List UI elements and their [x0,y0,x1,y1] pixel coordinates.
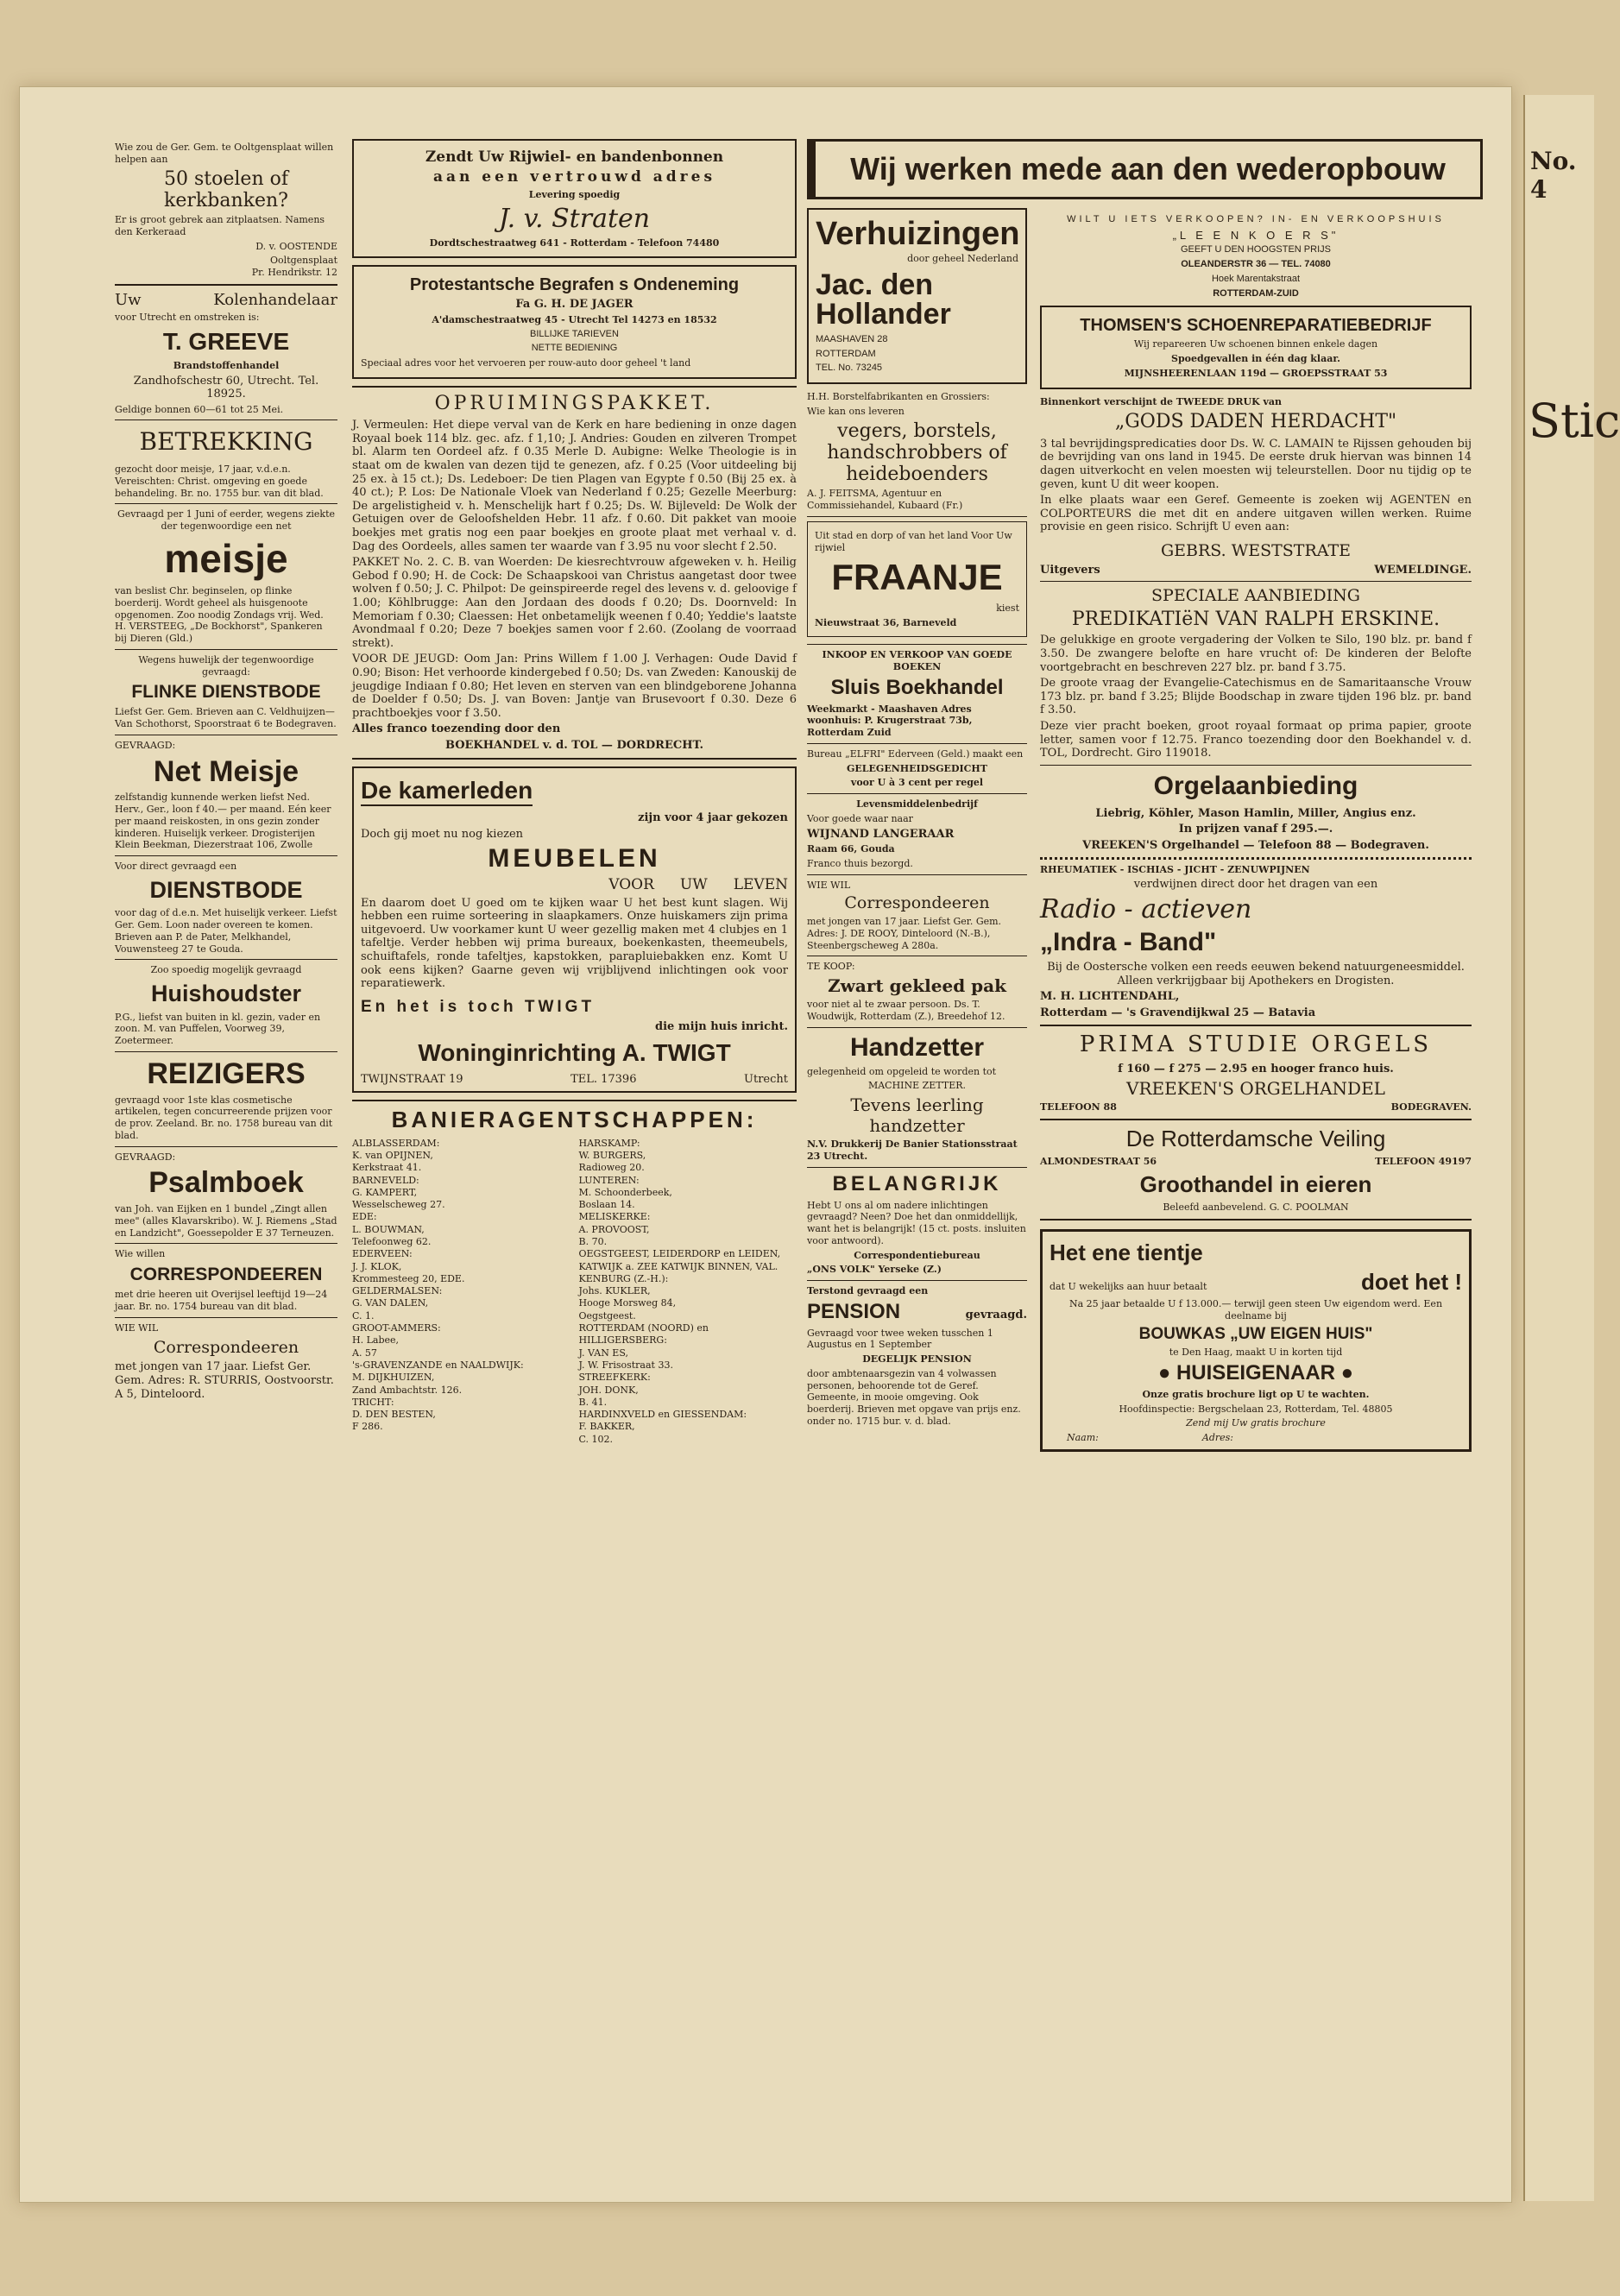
straten-line2: aan een vertrouwd adres [432,168,716,186]
kolen-header [115,291,337,310]
tientje-head: Het ene tientje [1050,1239,1203,1265]
orgel-brands: Liebrig, Köhler, Mason Hamlin, Miller, Angius enz. [1095,806,1416,820]
borstel-address: A. J. FEITSMA, Agentuur en Commissiehandel, Kubaard (Fr.) [807,488,963,512]
verhuizingen-door: door geheel Nederland [907,253,1018,264]
fraanje-ad [807,521,1027,637]
hollander-maashaven: MAASHAVEN 28 [816,333,888,344]
pension-head: PENSION [807,1299,901,1323]
uitgevers: Uitgevers [1040,563,1100,577]
huishoudster-body: P.G., liefst van buiten in kl. gezin, vader en zoon. M. van Puffelen, Voorweg 39, Zoetermeer. [115,1011,321,1047]
leenkoers-olean: OLEANDERSTR 36 — TEL. 74080 [1181,259,1331,270]
next-page-edge [1523,95,1620,2201]
handzetter-body: gelegenheid om opgeleid te worden tot [807,1065,997,1077]
kolen-handelaar: Kolenhandelaar [213,290,337,309]
newspaper-page [19,86,1512,2203]
dienstbode-body: voor dag of d.e.n. Met huiselijk verkeer. Liefst Ger. Gem. Loon nader overeen te komen. Brieven aan P. de Pater, Melkhandel, Vouwensteeg 27 te Gouda. [115,907,337,955]
twigt-city: Utrecht [744,1072,788,1086]
leenkoers-hoog: GEEFT U DEN HOOGSTEN PRIJS [1181,244,1331,255]
c3-wiewil: WIE WIL [807,879,851,891]
twigt-contact [361,1073,788,1087]
borstel-big: vegers, borstels, handschrobbers of heideboenders [827,419,1007,486]
c3-corr-body: met jongen van 17 jaar. Liefst Ger. Gem. Adres: J. DE ROOY, Dinteloord (N.-B.), Steenbergscheweg A 280a. [807,916,1002,951]
franco-line: Alles franco toezending door den [352,722,561,736]
twigt-tel: TEL. 17396 [570,1072,637,1086]
fraanje-sub: kiest [996,602,1019,614]
tevens-leerling: Tevens leerling handzetter [850,1094,984,1137]
fraanje-top: Uit stad en dorp of van het land Voor Uw rijwiel [815,529,1012,553]
gods-body2: In elke plaats waar een Geref. Gemeente is zoeken wij AGENTEN en COLPORTEURS die met dit en andere uitgaven willen werken. Ruime provisie en geen risico. Schrijft U even aan: [1040,494,1472,534]
reizigers-head: REIZIGERS [147,1057,306,1090]
wederopbouw-banner [807,139,1483,199]
column-2 [352,139,797,1446]
meubelen-head: MEUBELEN [488,844,661,874]
stoelen-body: Er is groot gebrek aan zitplaatsen. Namens den Kerkeraad [115,214,325,237]
voor-direct: Voor direct gevraagd een [115,861,237,873]
pak-head: Zwart gekleed pak [828,975,1006,997]
terstond: Terstond gevraagd een [807,1285,929,1297]
orgel-head: Orgelaanbieding [1153,771,1358,800]
column-3 [807,208,1027,1430]
rheuma-head: RHEUMATIEK - ISCHIAS - JICHT - ZENUWPIJNEN [1040,863,1310,875]
leenkoers-ad [1040,208,1472,306]
banier-drukkerij: N.V. Drukkerij De Banier Stationsstraat 23 Utrecht. [807,1139,1018,1162]
bouwkas: BOUWKAS „UW EIGEN HUIS" [1138,1324,1373,1343]
leenkoers-wilt: WILT U IETS VERKOOPEN? IN- EN VERKOOPSHUIS [1067,214,1445,224]
leenkoers-name: „L E E N K O E R S" [1172,228,1339,242]
kamerleden-sub: zijn voor 4 jaar gekozen [638,811,788,825]
hollander-rotterdam: ROTTERDAM [816,348,876,359]
tekoop: TE KOOP: [807,961,855,973]
radio-actieven: Radio - actieven [1040,893,1252,924]
lichtendahl-address: Rotterdam — 's Gravendijkwal 25 — Batavia [1040,1006,1316,1019]
straten-name: J. v. Straten [498,203,651,234]
handzetter-head: Handzetter [849,1032,985,1062]
prima-head: PRIMA STUDIE ORGELS [1079,1031,1433,1058]
leenkoers-rdam: ROTTERDAM-ZUID [1213,287,1299,299]
gedicht-head: GELEGENHEIDSGEDICHT [847,762,987,774]
psalmboek-head: Psalmboek [148,1166,304,1200]
vreeken-orgels: VREEKEN'S ORGELHANDEL [1126,1078,1385,1100]
borstel-intro: Wie kan ons leveren [807,405,905,417]
straten-address: Dordtschestraatweg 641 - Rotterdam - Telefoon 74480 [429,237,720,249]
dienstbode-head: DIENSTBODE [149,876,303,903]
verhuizingen-head: Verhuizingen [816,216,1020,252]
hollander-name: Jac. den Hollander [816,268,951,331]
dienst-intro: Wegens huwelijk der tegenwoordige gevraagd: [138,653,314,678]
huiseigenaar: ● HUISEIGENAAR ● [1157,1361,1354,1385]
twigt-ad [352,766,797,1094]
orgel-price: In prijzen vanaf f 295.—. [1178,823,1333,836]
agents-right: HARSKAMP: W. BURGERS, Radioweg 20. LUNTEREN: M. Schoonderbeek, Boslaan 14. MELISKERKE: A. PROVOOST, B. 70. OEGSTGEEST, LEIDERDORP en LEIDEN, KATWIJK a. ZEE KATWIJK BINNEN, VAL. KENBURG (Z.-H.): Johs. KUKLER, Hooge Morsweg 84, Oegstgeest. ROTTERDAM (NOORD) en HILLIGERSBERG: J. VAN ES, J. W. Frisostraat 33. STREEFKERK: JOH. DONK, B. 41. HARDINXVELD en GIESSENDAM: F. BAKKER, C. 102. [578,1137,781,1445]
coupon-row [1050,1432,1462,1444]
begrafenis-b2: NETTE BEDIENING [531,343,618,354]
leenkoers-hoek: Hoek Marentakstraat [1211,273,1301,284]
twigt-body: En daarom doet U goed om te kijken waar U het best kunt slagen. Wij hebben een ruime sorteering in slaapkamers. Onze huiskamers zijn prima uitgevoerd. Uw voorkamer kunt U weer gezellig maken met 4 clubjes en 1 tafeltje. Verder hebben wij prima bureaux, boekenkasten, theemeubels, schuiftafels, ronde tafeltjes, kapstokken, parapluiebakken enz. Komt U ook eens kijken? Gaarne geven wij vrijblijvend inlichtingen ook voor reparatiewerk. [361,896,788,991]
thomsen-body: Wij repareeren Uw schoenen binnen enkele dagen [1133,338,1378,350]
hollander-ad [807,208,1027,384]
lichtendahl: M. H. LICHTENDAHL, [1040,990,1180,1004]
groothandel-head: Groothandel in eieren [1139,1170,1372,1197]
thomsen-ad [1040,306,1472,388]
greeve-note: Geldige bonnen 60—61 tot 25 Mei. [115,403,284,415]
leven-word: LEVEN [733,876,788,894]
pension-body2: door ambtenaarsgezin van 4 volwassen personen, behoorende tot de Geref. Gemeente, in mooie omgeving. Ook boerderij. Brieven met opgave van prijs enz. onder no. 1715 bur. v. d. blad. [807,1367,1021,1427]
tientje-body: Na 25 jaar betaalde U f 13.000.— terwijl geen steen Uw eigendom werd. Een deelname bij [1068,1298,1443,1321]
dienst-body: Liefst Ger. Gem. Brieven aan C. Veldhuijzen—Van Schothorst, Spoorstraat 6 te Bodegraven. [115,706,337,730]
stoelen-sign-name: D. v. OOSTENDE [255,240,337,252]
den-haag: te Den Haag, maakt U in korten tijd [1169,1347,1343,1359]
degelijk-pension: DEGELIJK PENSION [862,1353,972,1366]
weststrate-row [1040,564,1472,577]
reizigers-body: gevraagd voor 1ste klas cosmetische artikelen, tegen concurreerende prijzen voor de prov. Zeeland. Br. no. 1758 bureau van dit blad. [115,1094,333,1141]
vreeken-tel: TELEFOON 88 [1040,1101,1117,1113]
sluis-weekmarkt: Weekmarkt - Maashaven Adres woonhuis: P. Krugerstraat 73b, Rotterdam Zuid [807,703,973,739]
betrekking-body: gezocht door meisje, 17 jaar, v.d.e.n. Vereischten: Christ. omgeving en goede behandeling. Br. no. 1755 bur. van dit blad. [115,464,324,499]
opruim-head: OPRUIMINGSPAKKET. [434,392,715,414]
veiling-head: De Rotterdamsche Veiling [1125,1125,1386,1151]
correspondeeren-body: met drie heeren uit Overijsel leeftijd 19—24 jaar. Br. no. 1754 bureau van dit blad. [115,1289,328,1313]
fraanje-name: FRAANJE [831,557,1003,598]
belangrijk-body: Hebt U ons al om nadere inlichtingen gevraagd? Neen? Doe het dan onmiddellijk, want het is belangrijk! (15 ct. posts. insluiten voor antwoord). [807,1199,1026,1246]
boekhandel-tol: BOEKHANDEL v. d. TOL — DORDRECHT. [444,738,704,752]
erskine-head: PREDIKATIëN VAN RALPH ERSKINE. [1071,609,1440,631]
hollander-tel: TEL. No. 73245 [816,363,883,374]
greeve-name: T. GREEVE [162,328,290,356]
rheuma-sub: verdwijnen direct door het dragen van een [1133,878,1378,892]
wederopbouw-title: Wij werken mede aan den wederopbouw [850,151,1446,186]
corr-bureau: Correspondentiebureau [854,1249,980,1261]
straten-ad [352,139,797,258]
kiezen: Doch gij moet nu nog kiezen [361,827,524,841]
coupon-naam: Naam: [1067,1432,1099,1444]
toch-twigt: En het is toch TWIGT [361,997,596,1016]
pension-body: Gevraagd voor twee weken tusschen 1 Augustus en 1 September [807,1327,993,1351]
begrafenis-note: Speciaal adres voor het vervoeren per rouw-auto door geheel 't land [361,357,691,369]
corr2-body: met jongen van 17 jaar. Liefst Ger. Gem. Adres: R. STURRIS, Oostvoorstr. A 5, Dinteloord. [115,1360,334,1401]
begrafenis-title: Protestantsche Begrafen s Ondeneming [409,275,740,295]
tientje-sub: dat U wekelijks aan huur betaalt [1050,1280,1207,1292]
correspondeeren-head: CORRESPONDEEREN [129,1265,323,1285]
erskine-body: De gelukkige en groote vergadering der Volken te Silo, 190 blz. pr. band f 3.50. De zwangere belofte en hare vrucht of: De kinderen der Belofte voortgebracht en beschreven 227 blz. pr. band f 3.75. [1040,634,1472,674]
indra-body: Bij de Oostersche volken een reeds eeuwen bekend natuurgeneesmiddel. Alleen verkrijgbaar bij Apothekers en Drogisten. [1047,960,1465,987]
borstel-head: H.H. Borstelfabrikanten en Grossiers: [807,391,990,402]
kolen-sub: voor Utrecht en omstreken is: [115,312,260,324]
column-4 [1040,208,1472,1459]
fraanje-address: Nieuwstraat 36, Barneveld [815,616,957,628]
gevraagd-2: GEVRAAGD: [115,1151,176,1163]
thomsen-spoed: Spoedgevallen in één dag klaar. [1171,353,1340,365]
gedicht-price: voor U à 3 cent per regel [850,777,984,789]
greeve-sub: Brandstoffenhandel [173,359,280,371]
erskine-body2: De groote vraag der Evangelie-Catechismus en de Samaritaansche Vrouw 173 blz. pr. band f 3.25; Blijde Boodschap in zware tijden 196 blz. pr. band f 3.50. [1040,677,1472,717]
pension-row [807,1300,1027,1325]
straten-line1: Zendt Uw Rijwiel- en bandenbonnen [425,148,724,166]
begrafenis-b1: BILLIJKE TARIEVEN [530,328,619,339]
kamerleden-head: De kamerleden [361,776,533,807]
langeraar-intro: Voor goede waar naar [807,812,913,824]
hoofdinspectie: Hoofdinspectie: Bergschelaan 23, Rotterdam, Tel. 48805 [1119,1403,1393,1415]
pak-body: voor niet al te zwaar persoon. Ds. T. Woudwijk, Rotterdam (Z.), Breedehof 12. [807,999,1005,1022]
opruim-body: J. Vermeulen: Het diepe verval van de Kerk en hare bediening in onze dagen Royaal boek 114 blz. gec. afz. f 1,10; J. Andries: Gouden en zilveren Trompet bl. Alarm ten Oordeel afz. f 0.35 Merle D. Aubigne: Welke Theologie is in staat om de kwalen van dezen tijd te genezen, afz. f 0.25 (Voor uitdeeling bij 25 ex. à 15 ct.); Ds. Ledeboer: De tien Plagen van Egypte f 0.50 (Bij 25 ex. à 40 ct.); P. Los: De Nationale Vloek van Nederland f 0.25; Gezelle Meerburg: De argelistigheid v. h. Menschelijk hart f 0.25; Ds. W. Bijleveld: De Wolk der Getuigen over de Geloofshelden Hebr. 11 afz. f 0.60. Dit pakket van mooie boekjes met gratis nog een paar boekjes en groote plaat met verhaal v. d. Dag des Oordeels, alles samen ter waarde van f 3.95 nu voor slecht f 2.50. [352,419,797,553]
machine-zetter: MACHINE ZETTER. [867,1080,967,1092]
stoelen-headline: 50 stoelen of kerkbanken? [164,167,288,211]
zend-brochure: Zend mij Uw gratis brochure [1186,1417,1326,1429]
gods-daden-head: „GODS DADEN HERDACHT" [1114,411,1397,433]
poolman: Beleefd aanbevelend. G. C. POOLMAN [1163,1201,1349,1213]
speciale-head: SPECIALE AANBIEDING [1151,586,1360,606]
thomsen-address: MIJNSHEERENLAAN 119d — GROEPSSTRAAT 53 [1124,367,1388,379]
begrafenis-ad [352,265,797,379]
begrafenis-fa: Fa G. H. DE JAGER [515,298,634,312]
langeraar-name: WIJNAND LANGERAAR [807,827,955,841]
meisje-head: meisje [164,535,288,581]
kolen-uw: Uw [115,290,142,309]
woninginrichting: Woninginrichting A. TWIGT [418,1039,731,1067]
langeraar-note: Franco thuis bezorgd. [807,857,913,869]
net-meisje-body: zelfstandig kunnende werken liefst Ned. Herv., Ger., loon f 40.— per maand. Eén keer per maand reiskosten, in ons gezin zonder kinderen. Huiselijk verkeer. Drogisterijen Klein Beekman, Diezerstraat 106, Zwolle [115,792,331,851]
corr2-head: Correspondeeren [153,1337,299,1357]
huishoudster-head: Huishoudster [150,981,301,1007]
stoelen-sign-street: Pr. Hendrikstr. 12 [251,267,337,279]
elfri-intro: Bureau „ELFRI" Ederveen (Geld.) maakt een [807,747,1024,760]
stoelen-intro: Wie zou de Ger. Gem. te Ooltgensplaat willen helpen aan [115,142,334,165]
column-1 [115,139,337,1403]
meisje-body: van beslist Chr. beginselen, op flinke boerderij. Wordt geheel als huisgenoote opgenomen. Zoo noodig Zondags vrij. Wed. H. VERSTEEG, „De Bockhorst", Spankeren bij Dieren (Gld.) [115,585,324,644]
brochure: Onze gratis brochure ligt op U te wachten. [1142,1388,1370,1400]
uw-word: UW [679,876,708,894]
ons-volk: „ONS VOLK" Yerseke (Z.) [807,1264,942,1276]
sluis-boekhandel: Sluis Boekhandel [830,675,1004,699]
veiling-row [1040,1156,1472,1168]
almonde: ALMONDESTRAAT 56 [1040,1156,1157,1168]
langeraar-address: Raam 66, Gouda [807,843,895,855]
belangrijk-head: BELANGRIJK [832,1171,1002,1195]
gevraagd-1: GEVRAAGD: [115,739,176,751]
thomsen-head: THOMSEN'S SCHOENREPARATIEBEDRIJF [1080,316,1432,336]
c3-corr-head: Correspondeeren [844,893,990,913]
twigt-street: TWIJNSTRAAT 19 [361,1072,463,1086]
agents-left: ALBLASSERDAM: K. van OPIJNEN, Kerkstraat 41. BARNEVELD: G. KAMPERT, Wesselscheweg 27. EDE: L. BOUWMAN, Telefoonweg 62. EDERVEEN: J. J. KLOK, Krommesteeg 20, EDE. GELDERMALSEN: G. VAN DALEN, C. 1. GROOT-AMMERS: H. Labee, A. 57 's-GRAVENZANDE en NAALDWIJK: M. DIJKHUIZEN, Zand Ambachtstr. 126. TRICHT: D. DEN BESTEN, F 286. [352,1137,524,1433]
psalmboek-body: van Joh. van Eijken en 1 bundel „Zingt allen mee" (alles Klavarskribo). W. J. Riemens „Stad en Landzicht", Goessepolder E 37 Terneuzen. [115,1203,337,1239]
erskine-body3: Deze vier pracht boeken, groot royaal formaat op prima papier, groote letter, samen voor f 12.75. Franco toezending door den Boekhandel v. d. TOL, Dordrecht. Giro 119018. [1040,720,1472,760]
betrekking-head: BETREKKING [139,427,313,457]
pension-gevraagd: gevraagd. [965,1308,1027,1321]
wemeldinge: WEMELDINGE. [1374,563,1472,577]
edge-headline: Stic [1529,394,1620,448]
inkoop-head: INKOOP EN VERKOOP VAN GOEDE BOEKEN [822,649,1012,673]
pakket-2: PAKKET No. 2. C. B. van Woerden: De kiesrechtvrouw afgeweken v. h. Heilig Gebod f 0.90; H. de Cock: De Schaapskooi van Christus aangetast door twee wolven f 0.50; J. C. Philpot: De geinspireerde regel des levens v. d. geloovige f 1.00; Köhlbrugge: Aan den Jordaan des doods f 0.20; Ds. Doornveld: In Memoriam f 0.30; Claessen: Het onbetamelijk weenen f 0.40; Yeddie's laatste Avondmaal f 0.20; Deze 7 boekjes samen voor f 2.60. (Zoolang de voorraad strekt). [352,556,797,650]
edge-issue-no: No. 4 [1530,147,1577,204]
wie-wil: WIE WIL [115,1321,159,1334]
wie-willen: Wie willen [115,1248,166,1260]
indra-band: „Indra - Band" [1040,927,1217,956]
tientje-row [1050,1269,1462,1296]
gods-body: 3 tal bevrijdingspredicaties door Ds. W. C. LAMAIN te Rijssen gehouden bij de bevrijding van ons land in 1945. De eerste druk hiervan was binnen 14 dagen uitverkocht en velen moesten wij teleurstellen. Door nu tijdig op te geven, kunt U dit weer koopen. [1040,437,1472,491]
zoo-spoedig: Zoo spoedig mogelijk gevraagd [150,964,302,976]
meisje-intro: Gevraagd per 1 Juni of eerder, wegens ziekte der tegenwoordige een net [117,508,336,533]
tientje-ad [1040,1229,1472,1452]
prima-price: f 160 — f 275 — 2.95 en hooger franco huis. [1118,1062,1394,1075]
voor-de-jeugd: VOOR DE JEUGD: Oom Jan: Prins Willem f 1.00 J. Verhagen: Oude David f 0.90; Bison: Het verhoorde kindergebed f 0.50; Ds. van Zweden: Kanouskij de jeugdige Indiaan f 0.80; Het leven en sterven van een blindgeborene Johanna de Doelder f 0.50; Ds. J. van Boven: Jantje van Brusevoort f 0.30. Deze 6 prachtboekjes voor f 3.50. [352,653,797,720]
stoelen-sign-place: Ooltgensplaat [270,255,337,267]
tientje-doet: doet het ! [1361,1268,1462,1295]
dienst-head: FLINKE DIENSTBODE [131,682,321,703]
binnenkort: Binnenkort verschijnt de TWEEDE DRUK van [1040,395,1283,407]
vreeken-row [1040,1101,1472,1113]
net-meisje-head: Net Meisje [153,754,299,788]
veiling-tel: TELEFOON 49197 [1375,1156,1472,1168]
banier-head: BANIERAGENTSCHAPPEN: [391,1107,758,1133]
huis-inricht: die mijn huis inricht. [655,1019,788,1033]
levensmiddelen: Levensmiddelenbedrijf [856,798,978,811]
straten-levering: Levering spoedig [528,188,621,200]
banier-agents [352,1138,797,1446]
coupon-adres: Adres: [1201,1432,1233,1444]
weststrate-name: GEBRS. WESTSTRATE [1160,540,1352,560]
greeve-address: Zandhofschestr 60, Utrecht. Tel. 18925. [133,374,319,401]
voor-word: VOOR [608,876,654,894]
voor-uw-leven [361,876,788,893]
begrafenis-address: A'damschestraatweg 45 - Utrecht Tel 14273 en 18532 [432,313,717,325]
vreeken-orgelhandel: VREEKEN'S Orgelhandel — Telefoon 88 — Bodegraven. [1082,839,1429,852]
vreeken-city: BODEGRAVEN. [1390,1101,1472,1113]
